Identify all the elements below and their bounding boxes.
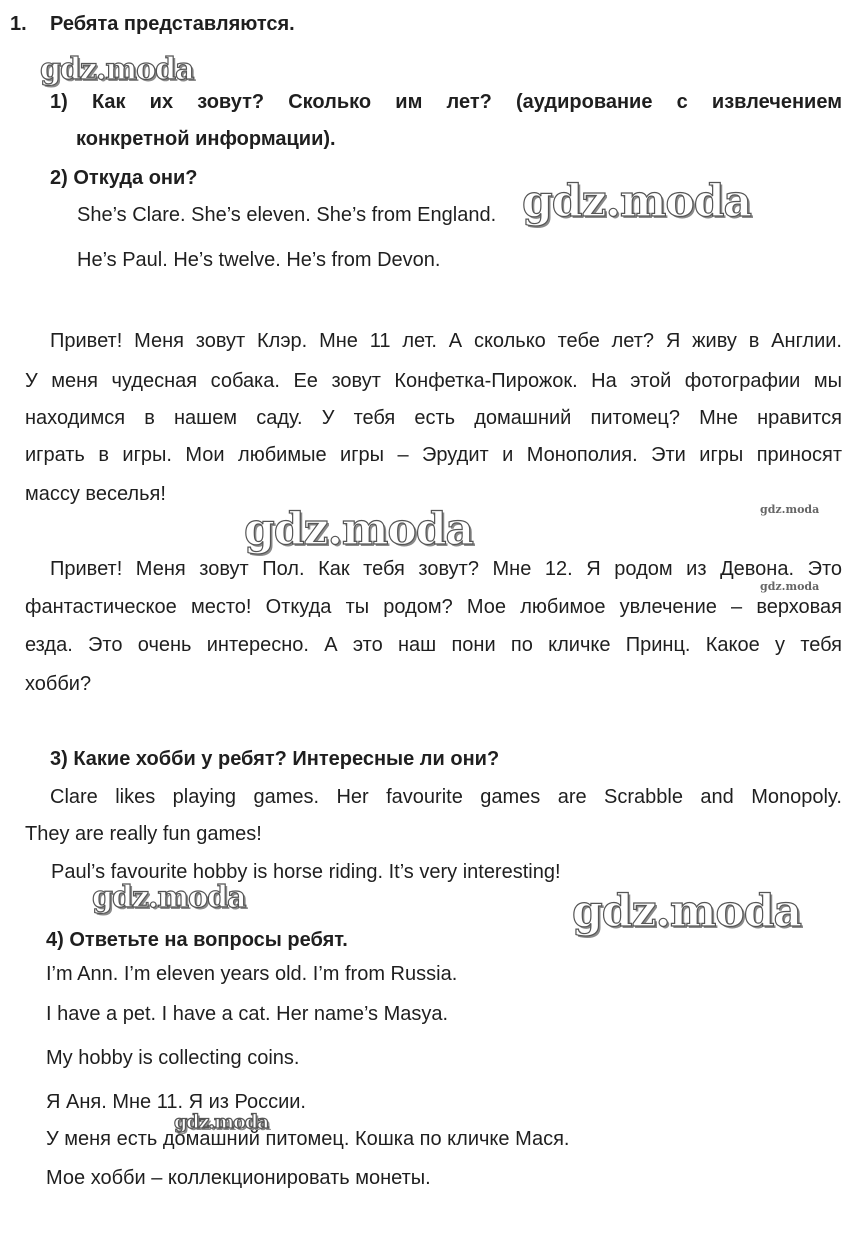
watermark: gdz.moda [760, 503, 820, 516]
answer-4-en-line: I’m Ann. I’m eleven years old. I’m from Russia. [46, 963, 458, 985]
paul-text-line: фантастическое место! Откуда ты родом? Мое любимое увлечение – верховая [25, 596, 842, 618]
exercise-number: 1. [10, 13, 27, 35]
watermark: gdz.moda [760, 580, 820, 593]
clare-text-line: У меня чудесная собака. Ее зовут Конфетка-Пирожок. На этой фотографии мы [25, 370, 842, 392]
question-1-line-1: 1) Как их зовут? Сколько им лет? (аудирование с извлечением [50, 91, 842, 113]
clare-text-line: массу веселья! [25, 483, 166, 505]
answer-3-clare-line-1: Clare likes playing games. Her favourite games are Scrabble and Monopoly. [50, 786, 842, 808]
watermark: gdz.moda [572, 886, 802, 937]
watermark: gdz.moda [92, 880, 246, 915]
clare-text-line: играть в игры. Мои любимые игры – Эрудит и Монополия. Эти игры приносят [25, 444, 842, 466]
exercise-title: Ребята представляются. [50, 13, 295, 35]
answer-4-ru-line: У меня есть домашний питомец. Кошка по кличке Мася. [46, 1128, 570, 1150]
question-4: 4) Ответьте на вопросы ребят. [46, 929, 348, 951]
clare-text-line: находимся в нашем саду. У тебя есть домашний питомец? Мне нравится [25, 407, 842, 429]
paul-text-line: Привет! Меня зовут Пол. Как тебя зовут? Мне 12. Я родом из Девона. Это [50, 558, 842, 580]
answer-3-paul: Paul’s favourite hobby is horse riding. It’s very interesting! [51, 861, 561, 883]
watermark: gdz.moda [244, 504, 474, 555]
question-1-line-2: конкретной информации). [76, 128, 336, 150]
question-2: 2) Откуда они? [50, 167, 198, 189]
answer-4-ru-line: Я Аня. Мне 11. Я из России. [46, 1091, 306, 1113]
answer-4-en-line: I have a pet. I have a cat. Her name’s Masya. [46, 1003, 449, 1025]
clare-text-line: Привет! Меня зовут Клэр. Мне 11 лет. А сколько тебе лет? Я живу в Англии. [50, 330, 842, 352]
answer-2-paul: He’s Paul. He’s twelve. He’s from Devon. [77, 249, 441, 271]
watermark: gdz.moda [174, 1111, 269, 1133]
paul-text-line: езда. Это очень интересно. А это наш пони по кличке Принц. Какое у тебя [25, 634, 842, 656]
answer-3-clare-line-2: They are really fun games! [25, 823, 262, 845]
paul-text-line: хобби? [25, 673, 92, 695]
answer-2-clare: She’s Clare. She’s eleven. She’s from England. [77, 204, 497, 226]
watermark: gdz.moda [522, 176, 752, 227]
answer-4-en-line: My hobby is collecting coins. [46, 1047, 300, 1069]
question-3: 3) Какие хобби у ребят? Интересные ли они? [50, 748, 500, 770]
answer-4-ru-line: Мое хобби – коллекционировать монеты. [46, 1167, 431, 1189]
watermark: gdz.moda [40, 52, 194, 87]
